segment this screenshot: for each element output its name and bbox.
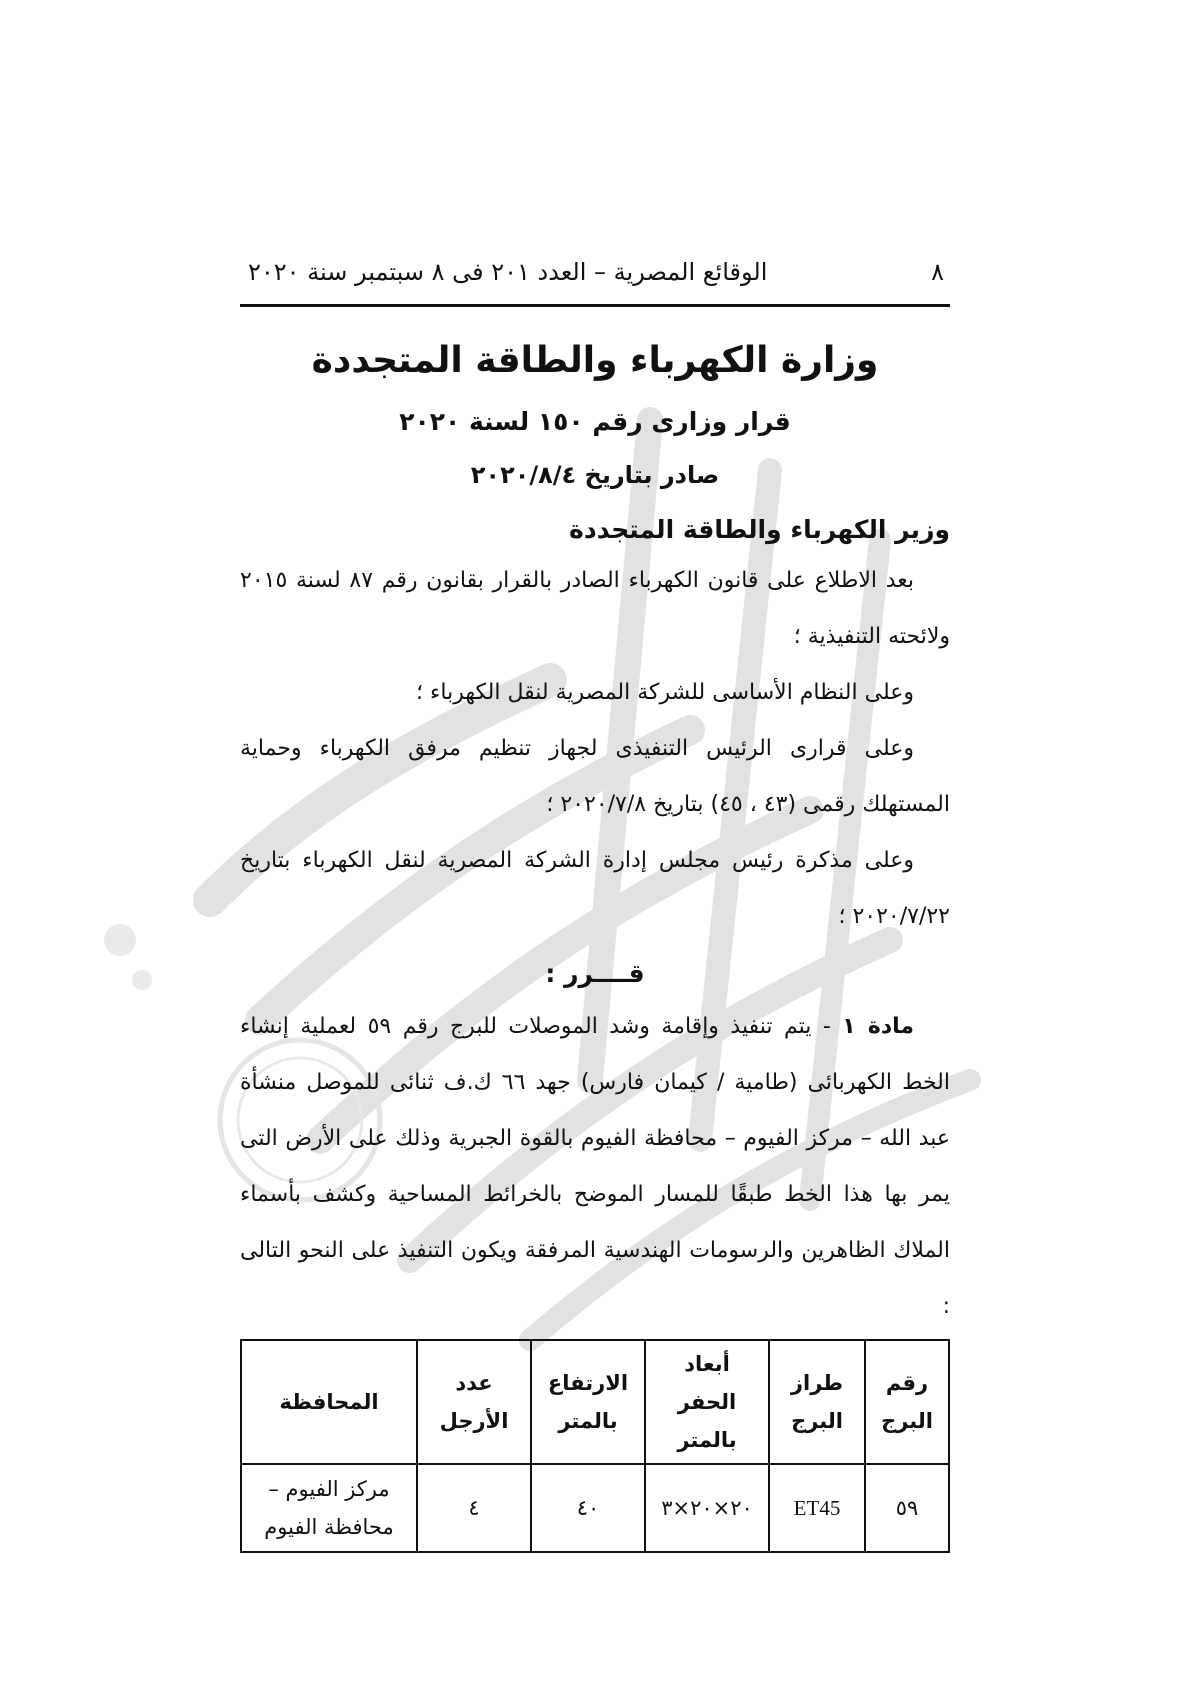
running-header — [240, 250, 950, 294]
preamble-paragraph: وعلى مذكرة رئيس مجلس إدارة الشركة المصرية لنقل الكهرباء بتاريخ ٢٠٢٠/٧/٢٢ ؛ — [240, 848, 950, 929]
header-governorate: المحافظة — [241, 1340, 417, 1464]
cell-tower-type: ET45 — [769, 1464, 865, 1552]
cell-tower-no: ٥٩ — [865, 1464, 949, 1552]
ministry-title: وزارة الكهرباء والطاقة المتجددة — [311, 340, 879, 381]
cell-legs: ٤ — [417, 1464, 531, 1552]
preamble-paragraph: وعلى النظام الأساسى للشركة المصرية لنقل الكهرباء ؛ — [416, 680, 914, 705]
table-header-row — [241, 1340, 949, 1464]
header-tower-no: رقم البرج — [865, 1340, 949, 1464]
cell-dig-dims: ٢٠×٢٠×٣ — [645, 1464, 769, 1552]
header-tower-type: طراز البرج — [769, 1340, 865, 1464]
decree-date: صادر بتاريخ ٢٠٢٠/٨/٤ — [470, 461, 720, 489]
document-page — [240, 250, 950, 1553]
article-1 — [240, 999, 950, 1335]
article-1-label: مادة ١ — [842, 1014, 914, 1039]
preamble-paragraph: بعد الاطلاع على قانون الكهرباء الصادر بالقرار بقانون رقم ٨٧ لسنة ٢٠١٥ ولائحته التنفيذية ؛ — [240, 568, 950, 649]
header-rule — [240, 304, 950, 307]
preamble-paragraph: وعلى قرارى الرئيس التنفيذى لجهاز تنظيم مرفق الكهرباء وحماية المستهلك رقمى (٤٣ ، ٤٥) بتاريخ ٢٠٢٠/٧/٨ ؛ — [240, 736, 950, 817]
gazette-title: الوقائع المصرية – العدد ٢٠١ فى ٨ سبتمبر سنة ٢٠٢٠ — [248, 258, 768, 286]
header-height: الارتفاع بالمتر — [531, 1340, 645, 1464]
cell-governorate: مركز الفيوم – محافظة الفيوم — [241, 1464, 417, 1552]
header-legs: عدد الأرجل — [417, 1340, 531, 1464]
page-number: ٨ — [931, 258, 944, 286]
table-row — [241, 1464, 949, 1552]
towers-table — [240, 1339, 950, 1553]
decree-title: قرار وزارى رقم ١٥٠ لسنة ٢٠٢٠ — [399, 407, 791, 436]
article-1-text: - يتم تنفيذ وإقامة وشد الموصلات للبرج رقم ٥٩ لعملية إنشاء الخط الكهربائى (طامية / كيمان فارس) جهد ٦٦ ك.ف ثنائى للموصل منشأة عبد الله – مركز الفيوم – محافظة الفيوم بالقوة الجبرية وذلك على الأرض التى يمر بها هذا الخط طبقًا للمسار الموضح بالخرائط المساحية وكشف بأسماء الملاك الظاهرين والرسومات الهندسية المرفقة ويكون التنفيذ على النحو التالى : — [240, 1014, 950, 1319]
minister-heading: وزير الكهرباء والطاقة المتجددة — [569, 515, 950, 544]
cell-height: ٤٠ — [531, 1464, 645, 1552]
header-dig-dims: أبعاد الحفر بالمتر — [645, 1340, 769, 1464]
decides-heading: قــــرر : — [545, 959, 645, 988]
